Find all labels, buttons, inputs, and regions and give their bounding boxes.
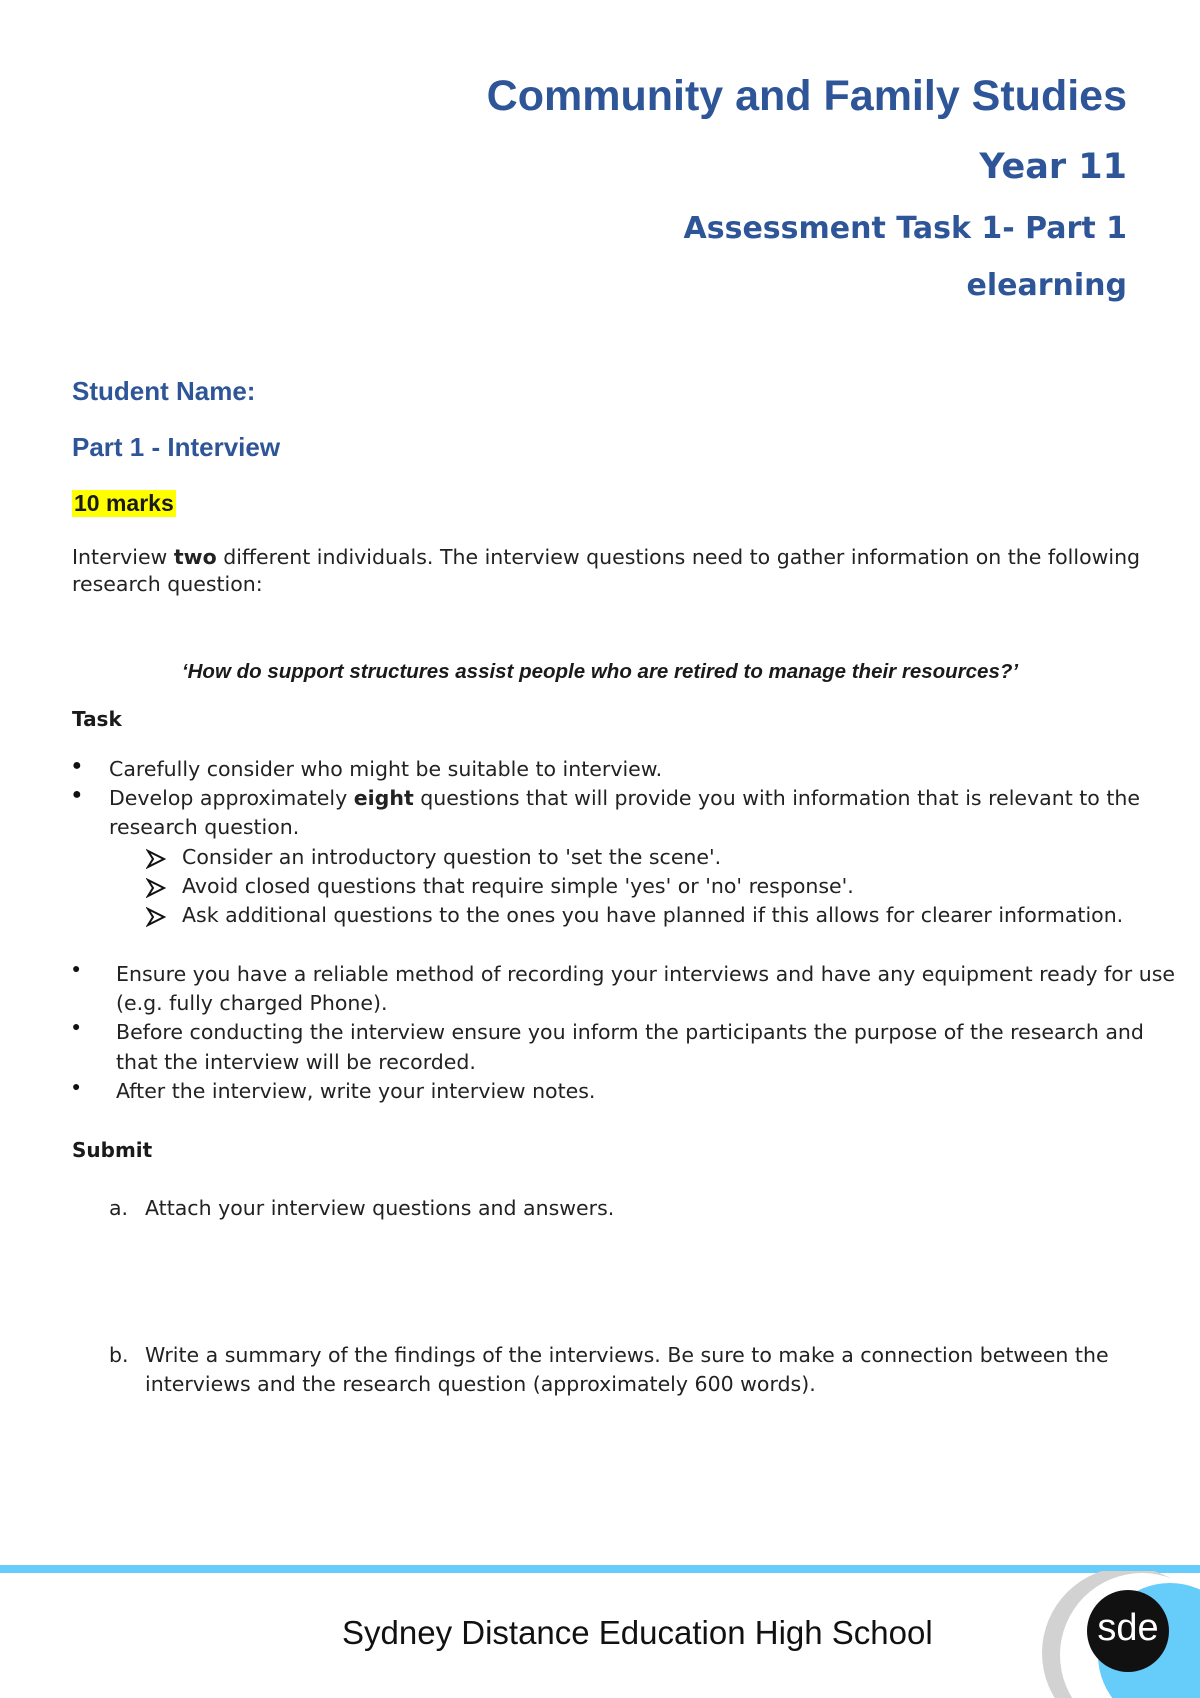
marks-badge: 10 marks [74,490,174,516]
submit-item-a-label: a. [109,1196,129,1220]
task-bullet-5: After the interview, write your interview notes. [116,1079,596,1103]
task-bullet-4: Before conducting the interview ensure you inform the participants the purpose of the research and [116,1020,1144,1044]
black-bullet-icon: ● [72,960,81,976]
task-bullet-2: Develop approximately eight questions that will provide you with information that is relevant to the [109,786,1140,810]
task-bullet-4-line-2: that the interview will be recorded. [116,1050,476,1074]
student-name-label: Student Name: [72,376,256,406]
task-bullet-3: Ensure you have a reliable method of recording your interviews and have any equipment ready for use [116,962,1175,986]
submit-item-a: Attach your interview questions and answers. [145,1196,615,1220]
logo-text: sde [1097,1607,1159,1649]
arrowhead-bullet-icon [146,849,166,869]
year-heading: Year 11 [979,147,1127,187]
sde-logo [1020,1571,1200,1698]
task-bullet-2-line-2: research question. [109,815,300,839]
intro-line-2: research question: [72,572,263,596]
part-heading: Part 1 - Interview [72,432,281,462]
task-heading-label: Task [72,707,122,731]
task-bullet-3-line-2: (e.g. fully charged Phone). [116,991,388,1015]
black-bullet-icon: ● [72,1078,81,1094]
submit-item-b-line-2: interviews and the research question (approximately 600 words). [145,1372,816,1396]
document-title: Community and Family Studies [486,72,1127,120]
task-sub-item-2: Avoid closed questions that require simple 'yes' or 'no' response'. [182,874,854,898]
intro-line-1: Interview two different individuals. The interview questions need to gather information on the following [72,545,1141,569]
task-sub-item-1: Consider an introductory question to 'set the scene'. [182,845,722,869]
task-heading: Assessment Task 1- Part 1 [683,211,1127,246]
black-bullet-icon: ● [72,786,82,803]
submit-item-b-label: b. [109,1343,129,1367]
black-bullet-icon: ● [72,1018,81,1034]
research-question: ‘How do support structures assist people who are retired to manage their resources?’ [181,660,1019,683]
arrowhead-bullet-icon [146,878,166,898]
task-bullet-1: Carefully consider who might be suitable to interview. [109,757,663,781]
submit-heading: Submit [72,1138,153,1162]
black-bullet-icon: ● [72,757,82,774]
mode-heading: elearning [966,268,1127,303]
school-name: Sydney Distance Education High School [342,1614,933,1651]
task-sub-item-3: Ask additional questions to the ones you have planned if this allows for clearer information. [182,903,1124,927]
arrowhead-bullet-icon [146,907,166,927]
submit-item-b: Write a summary of the findings of the interviews. Be sure to make a connection between the [145,1343,1109,1367]
